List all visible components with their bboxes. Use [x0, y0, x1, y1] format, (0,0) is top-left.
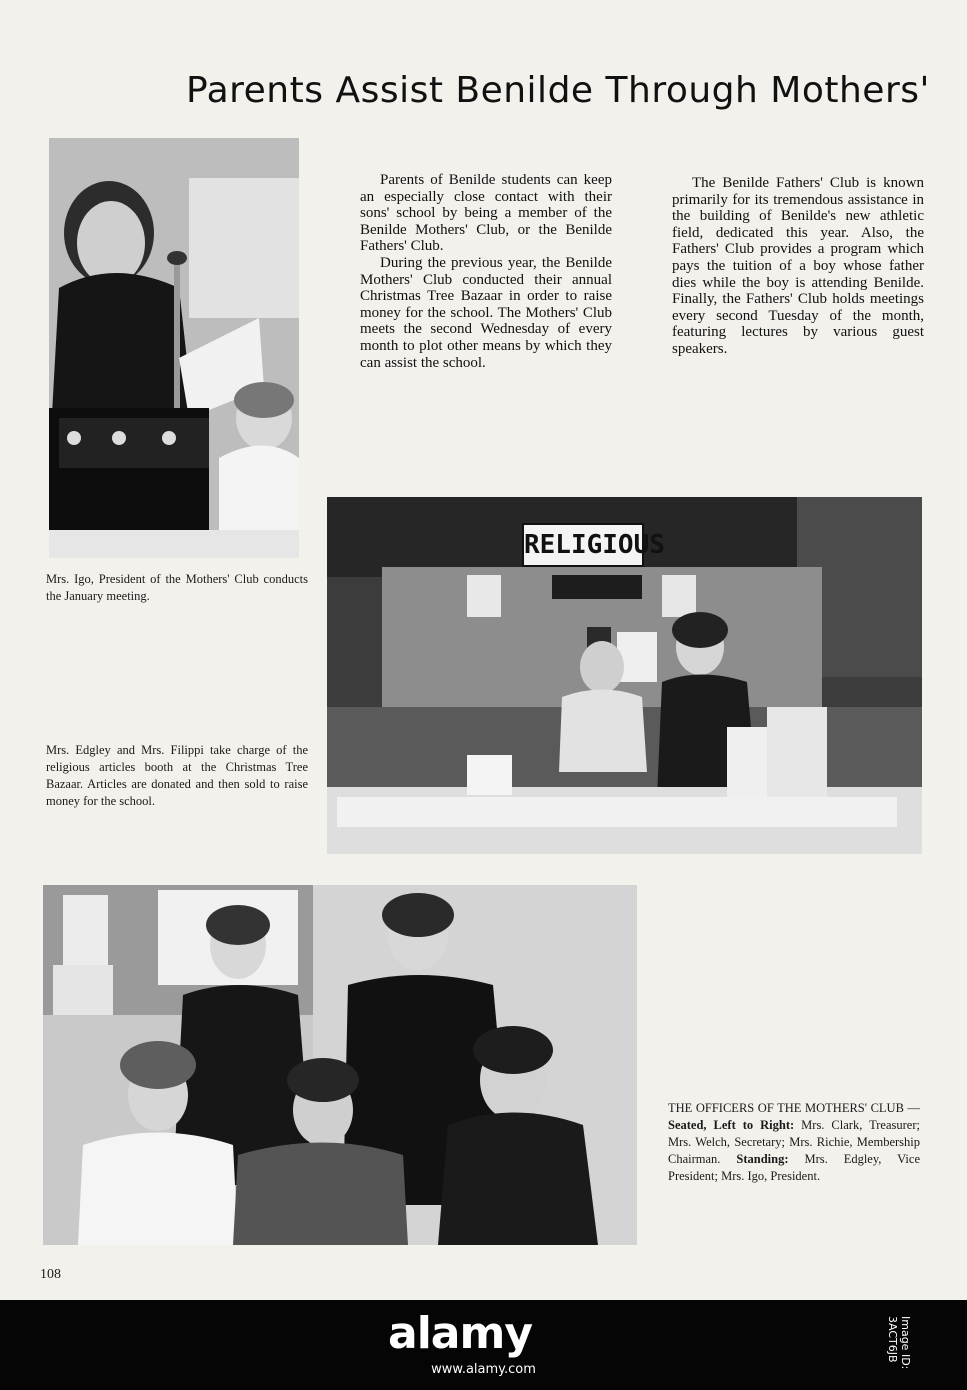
article-column-1 [360, 172, 612, 371]
page-number: 108 [40, 1267, 61, 1282]
photo-bazaar-booth [327, 497, 922, 854]
religious-sign: RELIGIOUS [522, 523, 644, 567]
officers-seated-label: Seated, Left to Right: [668, 1118, 795, 1132]
officers-caption [668, 1100, 920, 1185]
bazaar-caption: Mrs. Edgley and Mrs. Filippi take charge of the religious articles booth at the Christmas Tree Bazaar. Articles are donated and then sold to raise money for the school. [46, 743, 308, 808]
article-paragraph: Parents of Benilde students can keep an especially close contact with their sons' school by being a member of the Benilde Mothers' Club, or the Benilde Fathers' Club. [360, 172, 612, 255]
alamy-logo: alamy [388, 1308, 532, 1359]
photo-officers-group [43, 885, 637, 1245]
image-id-label: Image ID: 3ACT6JB [886, 1316, 912, 1370]
igo-caption: Mrs. Igo, President of the Mothers' Club conducts the January meeting. [46, 572, 308, 603]
article-paragraph: The Benilde Fathers' Club is known primarily for its tremendous assistance in the building of Benilde's new athletic field, dedicated this year. Also, the Fathers' Club provides a program which pays the tuition of a boy whose father dies while the boy is attending Benilde. Finally, the Fathers' Club holds meetings every second Tuesday of the month, featuring lectures by various guest speakers. [672, 175, 924, 357]
officers-standing-list: Mrs. Edgley, Vice President; Mrs. Igo, President. [668, 1152, 921, 1183]
officers-caption-lead: THE OFFICERS OF THE MOTHERS' CLUB — [668, 1101, 920, 1115]
article-column-2 [672, 175, 924, 358]
photo-igo-meeting [49, 138, 299, 558]
officers-seated-list: Mrs. Clark, Treasurer; Mrs. Welch, Secretary; Mrs. Richie, Membership Chairman. [668, 1118, 920, 1166]
page-title: Parents Assist Benilde Through Mothers' [186, 70, 930, 111]
site-url: www.alamy.com [431, 1362, 536, 1377]
article-paragraph: During the previous year, the Benilde Mothers' Club conducted their annual Christmas Tree Bazaar in order to raise money for the school. The Mothers' Club meets the second Wednesday of every month to plot other means by which they can assist the school. [360, 254, 612, 371]
officers-standing-label: Standing: [736, 1152, 789, 1166]
